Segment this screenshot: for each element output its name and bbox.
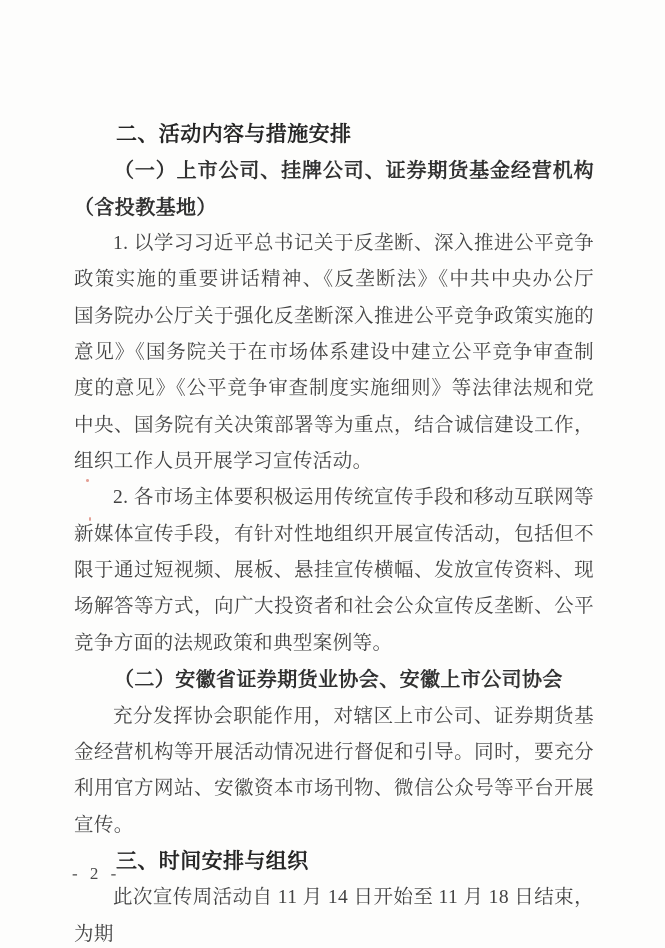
subsection-heading-1: （一）上市公司、挂牌公司、证券期货基金经营机构（含投教基地）	[74, 160, 594, 219]
scan-speck	[86, 479, 89, 482]
paragraph-item-2: 2. 各市场主体要积极运用传统宣传手段和移动互联网等新媒体宣传手段，有针对性地组织开展宣传活动，包括但不限于通过短视频、展板、悬挂宣传横幅、发放宣传资料、现场解答等方式，向广大投资者和社会公众宣传反垄断、公平竞争方面的法规政策和典型案例等。	[74, 487, 594, 654]
section-heading-3: 三、时间安排与组织	[116, 849, 309, 873]
section-heading-2: 二、活动内容与措施安排	[116, 123, 352, 146]
document-text-block	[74, 117, 614, 948]
page-number: - 2 -	[72, 864, 121, 883]
paragraph-association-duties: 充分发挥协会职能作用，对辖区上市公司、证券期货基金经营机构等开展活动情况进行督促和引导。同时，要充分利用官方网站、安徽资本市场刊物、微信公众号等平台开展宣传。	[74, 705, 594, 836]
paragraph-schedule: 此次宣传周活动自 11 月 14 日开始至 11 月 18 日结束，为期	[74, 887, 594, 945]
subsection-heading-2: （二）安徽省证券期货业协会、安徽上市公司协会	[114, 669, 563, 692]
paragraph-item-1: 1. 以学习习近平总书记关于反垄断、深入推进公平竞争政策实施的重要讲话精神、《反垄断法》《中共中央办公厅 国务院办公厅关于强化反垄断深入推进公平竞争政策实施的意见》《国务院关于在市场体系建设中建立公平竞争审查制度的意见》《公平竞争审查制度实施细则》等法律法规和党中央、国务院有关决策部署等为重点，结合诚信建设工作，组织工作人员开展学习宣传活动。	[74, 233, 614, 473]
scan-speck	[89, 517, 91, 521]
